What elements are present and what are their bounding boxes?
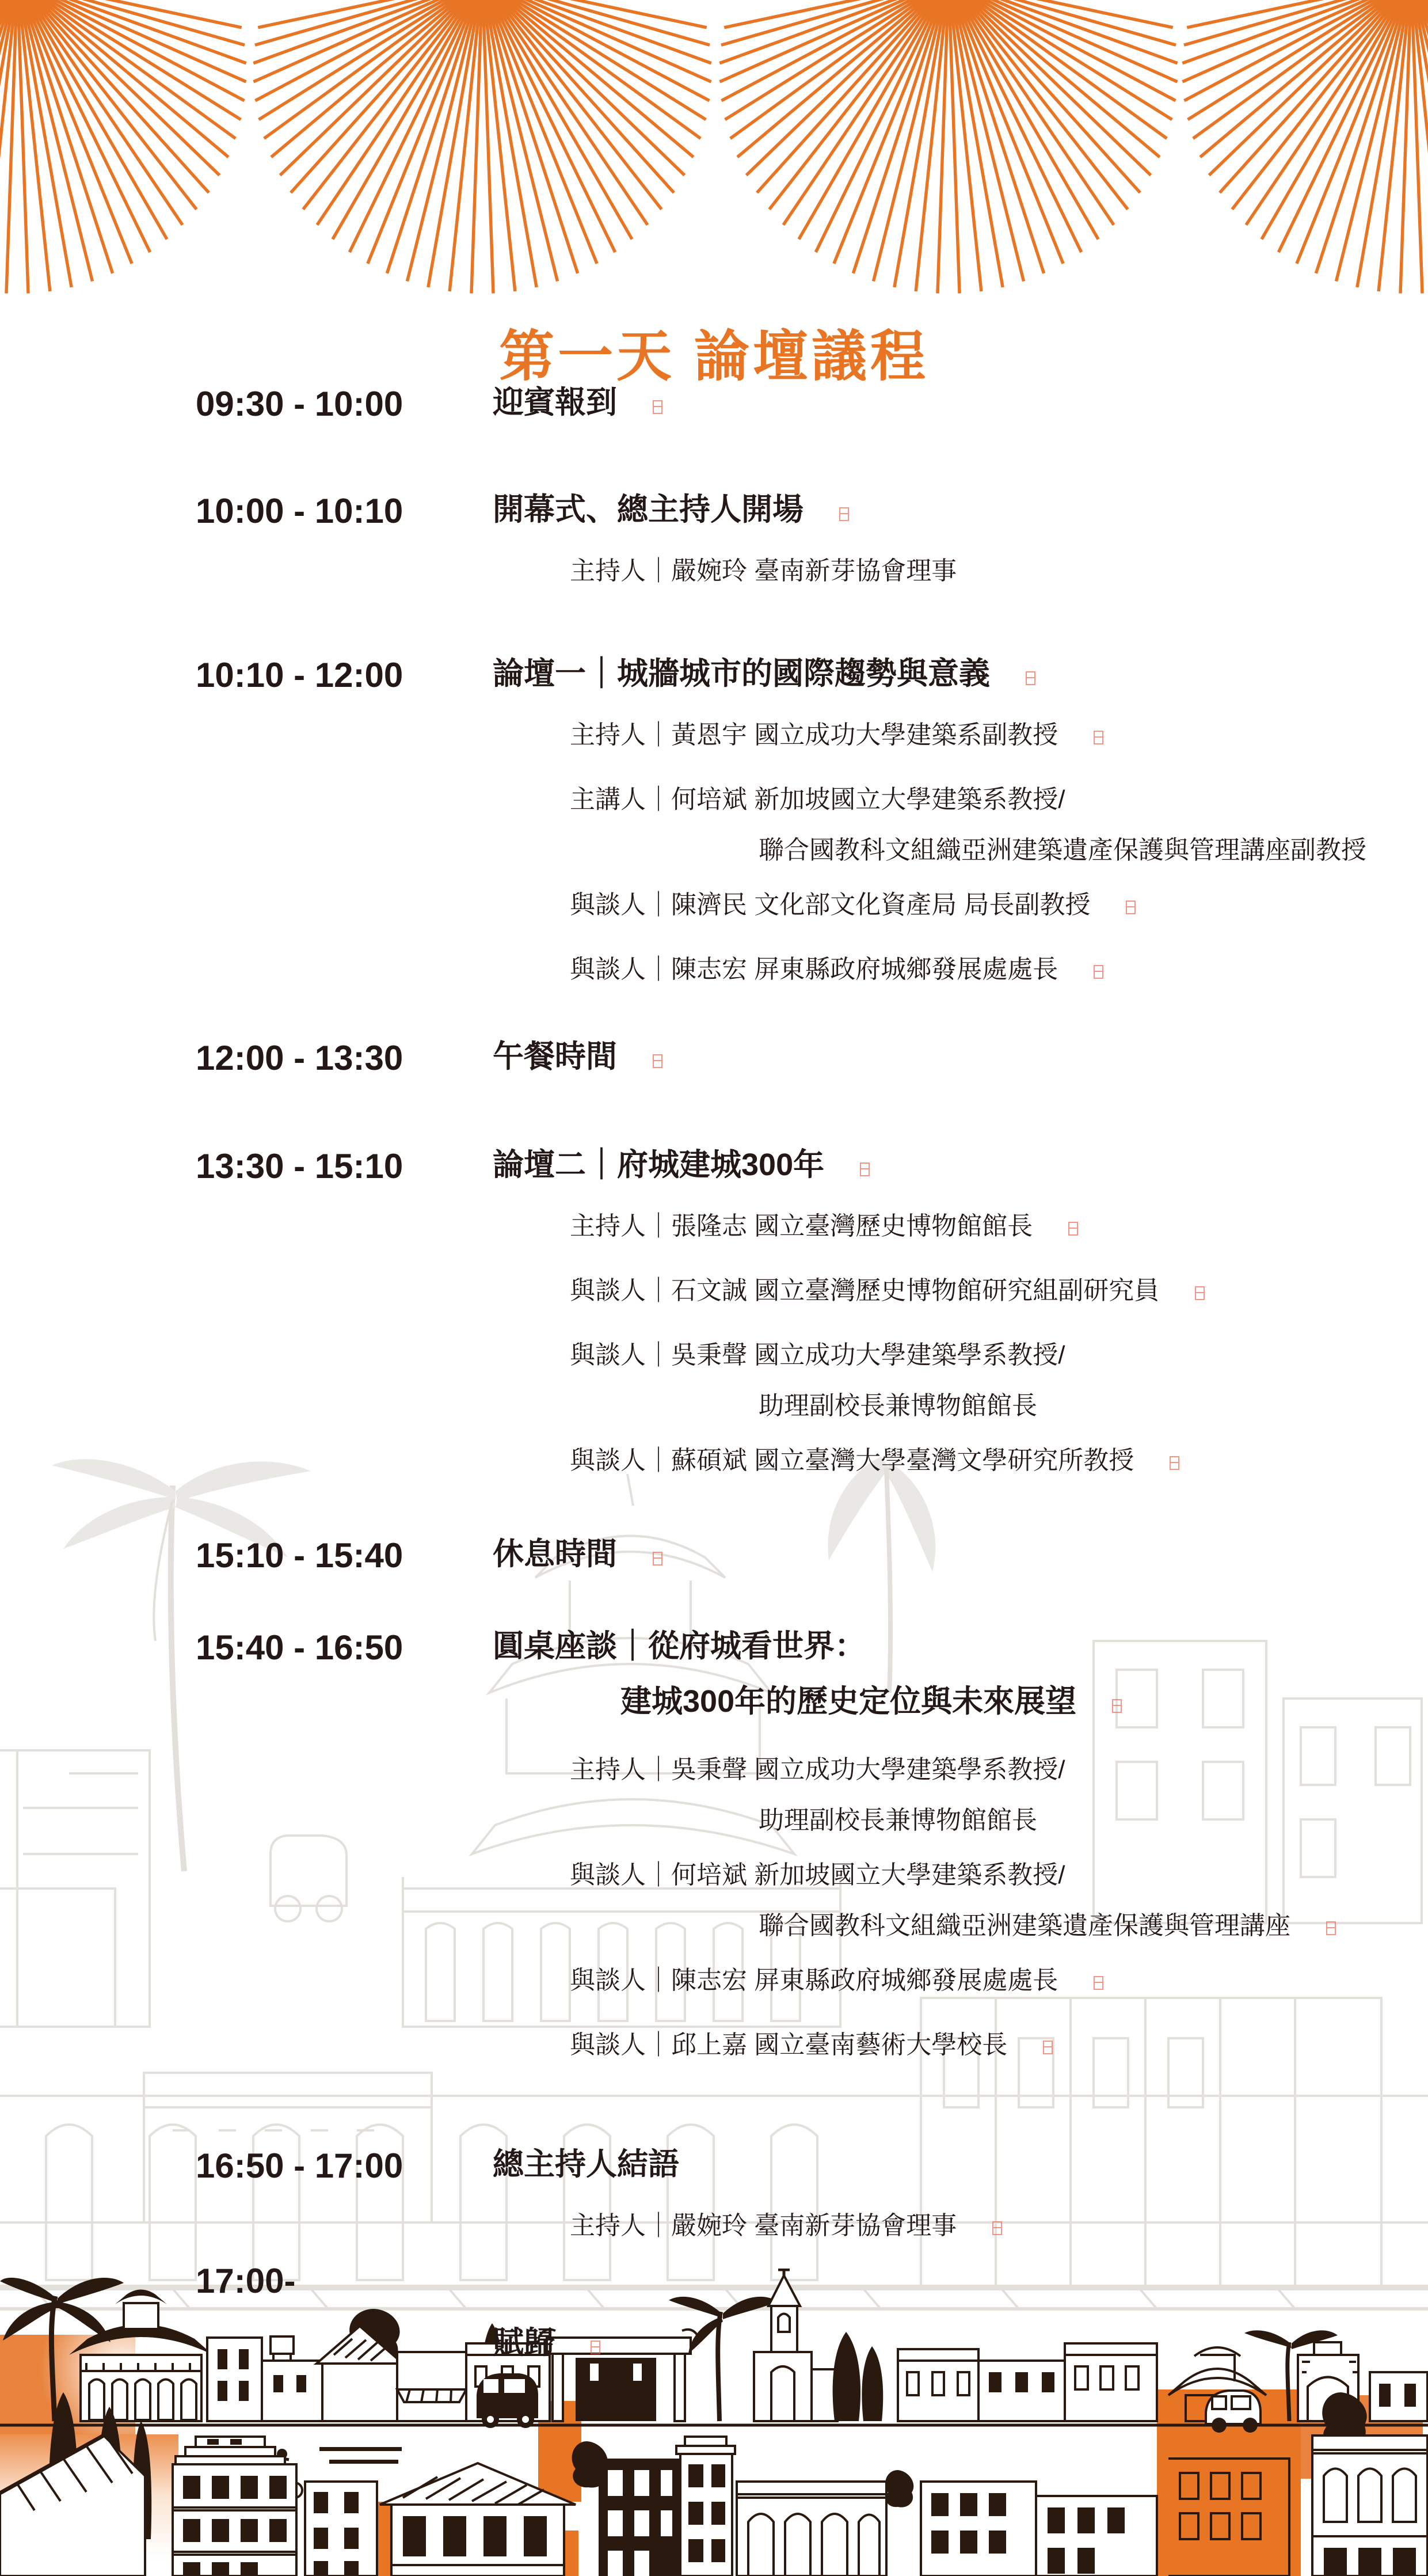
red-mark-icon xyxy=(1094,965,1103,979)
speaker-text: 與談人｜陳志宏 屏東縣政府城鄉發展處處長 xyxy=(570,955,1058,983)
speaker-text: 與談人｜邱上嘉 國立臺南藝術大學校長 xyxy=(570,2031,1008,2059)
session-title xyxy=(493,1538,662,1570)
time-label: 17:00- xyxy=(196,2262,296,2300)
time-label: 12:00 - 13:30 xyxy=(196,1039,403,1077)
session-title xyxy=(493,1149,870,1180)
red-mark-icon xyxy=(839,507,849,521)
speaker-text: 主持人｜嚴婉玲 臺南新芽協會理事 xyxy=(570,557,957,585)
continuation-line xyxy=(759,1808,1037,1833)
speaker-line xyxy=(570,723,1103,748)
red-mark-icon xyxy=(1112,1699,1122,1713)
continuation-text: 助理副校長兼博物館館長 xyxy=(759,1392,1037,1420)
session-title xyxy=(493,494,849,525)
red-mark-icon xyxy=(1068,1222,1078,1236)
red-mark-icon xyxy=(591,2341,600,2354)
time-label: 16:50 - 17:00 xyxy=(196,2146,403,2185)
speaker-text: 主持人｜張隆志 國立臺灣歷史博物館館長 xyxy=(570,1212,1033,1240)
speaker-line xyxy=(570,1214,1078,1239)
continuation-text: 助理副校長兼博物館館長 xyxy=(759,1806,1037,1834)
session-title xyxy=(493,2327,600,2358)
session-title-text: 論壇一｜城牆城市的國際趨勢與意義 xyxy=(493,656,990,691)
speaker-text: 與談人｜何培斌 新加坡國立大學建築系教授/ xyxy=(570,1861,1065,1889)
session-title xyxy=(493,2149,679,2180)
session-title-text: 休息時間 xyxy=(493,1537,617,1571)
time-label: 13:30 - 15:10 xyxy=(196,1147,403,1186)
session-title xyxy=(493,658,1035,689)
speaker-line xyxy=(570,1448,1179,1473)
speaker-line xyxy=(570,1278,1205,1304)
speaker-line xyxy=(570,1757,1065,1783)
session-title-text: 賦歸 xyxy=(493,2326,555,2360)
red-mark-icon xyxy=(1026,671,1035,685)
speaker-text: 主持人｜吳秉聲 國立成功大學建築學系教授/ xyxy=(570,1756,1065,1784)
red-mark-icon xyxy=(992,2221,1002,2235)
session-title-line2-text: 建城300年的歷史定位與未來展望 xyxy=(620,1684,1077,1719)
speaker-text: 與談人｜陳志宏 屏東縣政府城鄉發展處處長 xyxy=(570,1966,1058,1994)
session-title-text: 總主持人結語 xyxy=(493,2147,679,2182)
red-mark-icon xyxy=(1094,1976,1103,1990)
time-label: 09:30 - 10:00 xyxy=(196,385,403,423)
session-title-line2 xyxy=(620,1686,1122,1717)
red-mark-icon xyxy=(653,1054,662,1068)
red-mark-icon xyxy=(1170,1456,1179,1470)
speaker-line xyxy=(570,1863,1065,1888)
page-title: 第一天 論壇議程 xyxy=(499,326,929,387)
speaker-line xyxy=(570,1343,1065,1368)
time-label: 10:00 - 10:10 xyxy=(196,492,403,530)
time-label: 15:40 - 16:50 xyxy=(196,1628,403,1667)
speaker-line xyxy=(570,2032,1053,2058)
speaker-text: 主持人｜黃恩宇 國立成功大學建築系副教授 xyxy=(570,721,1058,749)
red-mark-icon xyxy=(1326,1921,1336,1935)
speaker-line xyxy=(570,2213,1002,2239)
session-title-text: 迎賓報到 xyxy=(493,385,617,420)
session-title-text: 圓桌座談｜從府城看世界： xyxy=(493,1629,866,1663)
speaker-text: 與談人｜蘇碩斌 國立臺灣大學臺灣文學研究所教授 xyxy=(570,1446,1134,1475)
time-label: 15:10 - 15:40 xyxy=(196,1536,403,1575)
red-mark-icon xyxy=(653,400,662,414)
continuation-line xyxy=(759,838,1366,863)
continuation-line xyxy=(759,1393,1037,1419)
red-mark-icon xyxy=(1195,1286,1205,1300)
speaker-text: 與談人｜石文誠 國立臺灣歷史博物館研究組副研究員 xyxy=(570,1276,1160,1305)
session-title-text: 午餐時間 xyxy=(493,1039,617,1074)
session-title xyxy=(493,387,662,418)
continuation-text: 聯合國教科文組織亞洲建築遺產保護與管理講座 xyxy=(759,1912,1290,1940)
speaker-text: 與談人｜吳秉聲 國立成功大學建築學系教授/ xyxy=(570,1341,1065,1369)
red-mark-icon xyxy=(1126,901,1136,914)
red-mark-icon xyxy=(1094,731,1103,744)
continuation-text: 聯合國教科文組織亞洲建築遺產保護與管理講座副教授 xyxy=(759,836,1366,864)
red-mark-icon xyxy=(653,1552,662,1566)
speaker-text: 與談人｜陳濟民 文化部文化資產局 局長副教授 xyxy=(570,891,1091,919)
session-title xyxy=(493,1041,662,1072)
session-title-text: 開幕式、總主持人開場 xyxy=(493,492,804,527)
continuation-line xyxy=(759,1913,1336,1939)
speaker-line xyxy=(570,558,957,584)
speaker-line xyxy=(570,1968,1103,1993)
speaker-line xyxy=(570,957,1103,982)
speaker-line xyxy=(570,787,1065,812)
red-mark-icon xyxy=(860,1162,870,1176)
session-title-text: 論壇二｜府城建城300年 xyxy=(493,1148,825,1182)
speaker-text: 主持人｜嚴婉玲 臺南新芽協會理事 xyxy=(570,2212,957,2240)
red-mark-icon xyxy=(1043,2041,1053,2054)
speaker-line xyxy=(570,892,1136,918)
time-label: 10:10 - 12:00 xyxy=(196,656,403,694)
session-title xyxy=(493,1631,866,1662)
speaker-text: 主講人｜何培斌 新加坡國立大學建築系教授/ xyxy=(570,785,1065,814)
